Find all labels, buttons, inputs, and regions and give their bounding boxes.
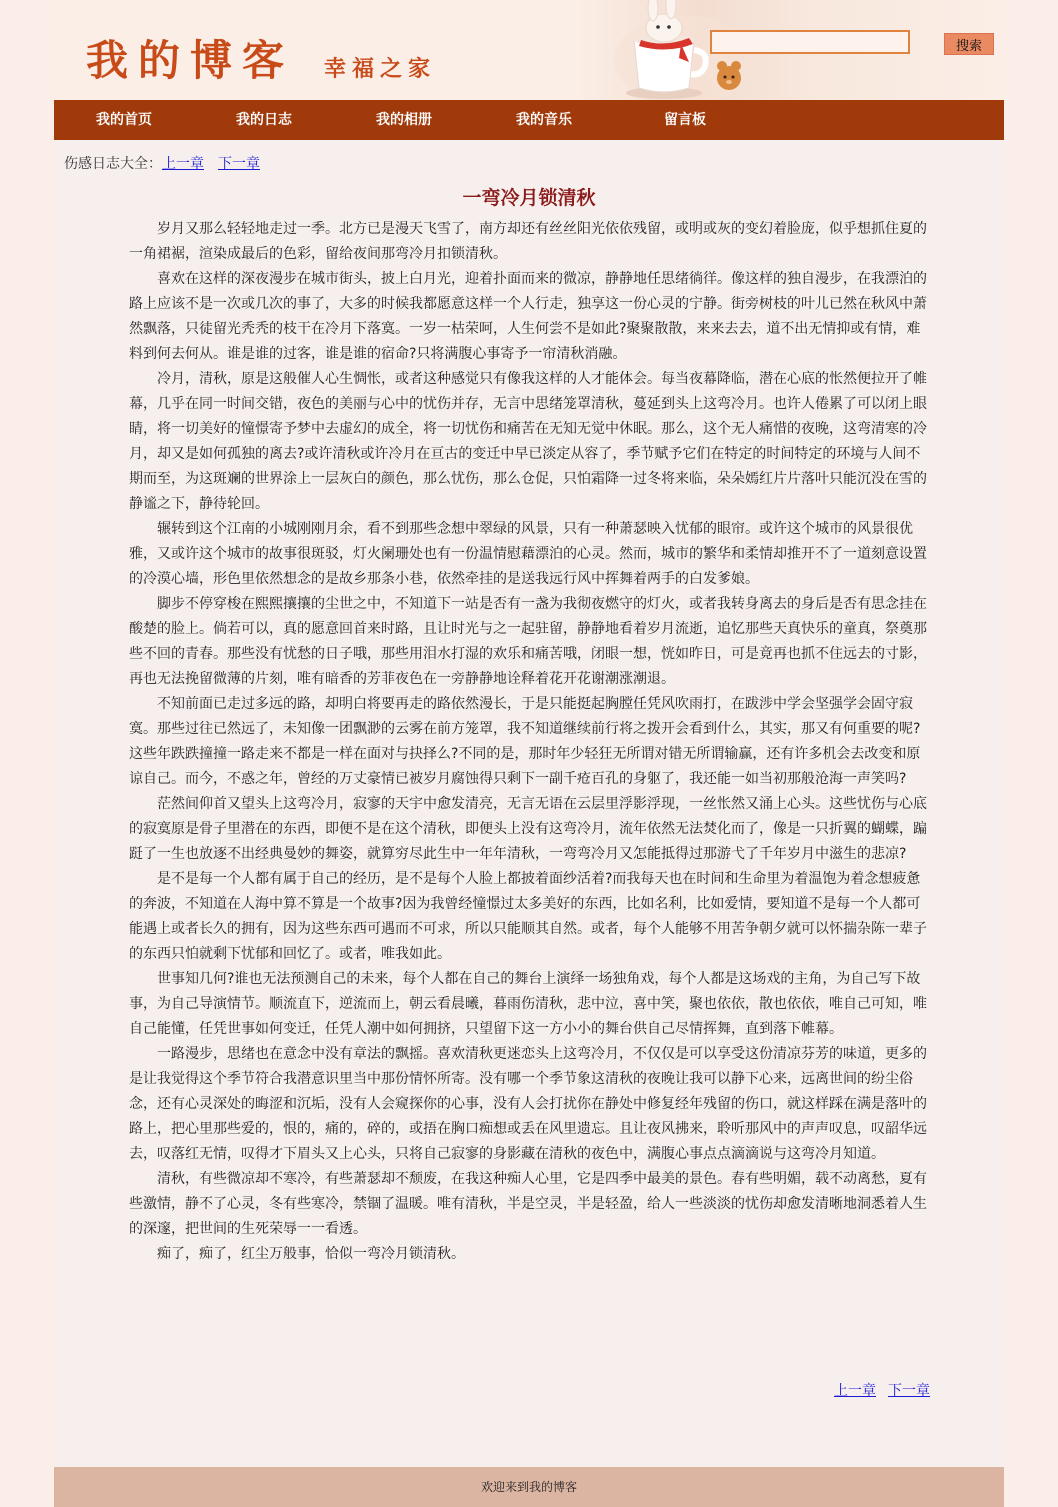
footer-text: 欢迎来到我的博客 <box>480 1480 577 1494</box>
bottom-chapter-nav <box>822 1380 930 1400</box>
article-paragraph: 清秋，有些微凉却不寒冷，有些萧瑟却不颓废，在我这种痴人心里，它是四季中最美的景色。春有些明媚，载不动离愁，夏有些激情，静不了心灵，冬有些寒冷，禁锢了温暖。唯有清秋，半是空灵，半是轻盈，给人一些淡淡的忧伤却愈发清晰地洞悉着人生的深邃，把世间的生死荣辱一一看透。 <box>129 1171 927 1237</box>
article-paragraph: 不知前面已走过多远的路，却明白将要再走的路依然漫长，于是只能挺起胸膛任凭风吹雨打，在跋涉中学会坚强学会固守寂寞。那些过往已然远了，未知像一团飘渺的云雾在前方笼罩，我不知道继续前行将之拨开会看到什么，其实，那又有何重要的呢?这些年跌跌撞撞一路走来不都是一样在面对与抉择么?不同的是，那时年少轻狂无所谓对错无所谓输赢，还有许多机会去改变和原谅自己。而今，不惑之年，曾经的万丈豪情已被岁月腐蚀得只剩下一副千疮百孔的身躯了，我还能一如当初那般沧海一声笑吗? <box>129 696 921 787</box>
page-container <box>54 0 1004 1507</box>
breadcrumb-prefix: 伤感日志大全： <box>64 156 162 172</box>
article-title: 一弯冷月锁清秋 <box>462 187 596 209</box>
nav-item-home[interactable]: 我的首页 <box>96 112 152 128</box>
footer <box>54 1467 1004 1507</box>
bottom-prev-chapter-link[interactable]: 上一章 <box>834 1383 876 1399</box>
nav-item-album[interactable]: 我的相册 <box>376 112 432 128</box>
article-paragraph: 喜欢在这样的深夜漫步在城市街头，披上白月光，迎着扑面而来的微凉，静静地任思绪徜徉。像这样的独自漫步，在我漂泊的路上应该不是一次或几次的事了，大多的时候我都愿意这样一个人行走，独享这一份心灵的宁静。街旁树枝的叶儿已然在秋风中萧然飘落，只徒留光秃秃的枝干在冷月下落寞。一岁一枯荣呵，人生何尝不是如此?聚聚散散，来来去去，道不出无情抑或有情，难料到何去何从。谁是谁的过客，谁是谁的宿命?只将满腹心事寄予一帘清秋消融。 <box>129 271 927 362</box>
search-input[interactable] <box>710 30 910 54</box>
nav-item-diary[interactable]: 我的日志 <box>236 112 292 128</box>
article-paragraph: 茫然间仰首又望头上这弯冷月，寂寥的天宇中愈发清亮，无言无语在云层里浮影浮现，一丝怅然又涌上心头。这些忧伤与心底的寂寞原是骨子里潜在的东西，即便不是在这个清秋，即便头上没有这弯冷月，流年依然无法焚化而了，像是一只折翼的蝴蝶，蹁跹了一生也放逐不出经典曼妙的舞姿，就算穷尽此生中一年年清秋，一弯弯冷月又怎能抵得过那游弋了千年岁月中滋生的悲凉? <box>129 796 927 862</box>
main-nav <box>54 100 1004 140</box>
article-paragraph: 冷月，清秋，原是这般催人心生惆怅，或者这种感觉只有像我这样的人才能体会。每当夜幕降临，潜在心底的怅然便拉开了帷幕，几乎在同一时间交错，夜色的美丽与心中的忧伤并存，无言中思绪笼罩清秋，蔓延到头上这弯冷月。也许人倦累了可以闭上眼睛，将一切美好的憧憬寄予梦中去虚幻的成全，将一切忧伤和痛苦在无知无觉中休眠。那么，这个无人痛惜的夜晚，这弯清寒的冷月，却又是如何孤独的离去?或许清秋或许冷月在亘古的变迁中早已淡定从容了，季节赋予它们在特定的时间特定的环境与人间不期而至，为这斑斓的世界涂上一层灰白的颜色，那么忧伤，那么仓促，只怕霜降一过冬将来临，朵朵嫣红片片落叶只能沉没在雪的静谧之下，静待轮回。 <box>129 371 927 512</box>
nav-item-music[interactable]: 我的音乐 <box>516 112 572 128</box>
article-paragraph: 辗转到这个江南的小城刚刚月余，看不到那些念想中翠绿的风景，只有一种萧瑟映入忧郁的眼帘。或许这个城市的风景很优雅，又或许这个城市的故事很斑驳，灯火阑珊处也有一份温情慰藉漂泊的心灵。然而，城市的繁华和柔情却推开不了一道刻意设置的冷漠心墙，形色里依然想念的是故乡那条小巷，依然牵挂的是送我远行风中挥舞着两手的白发爹娘。 <box>129 521 927 587</box>
article-paragraph: 一路漫步，思绪也在意念中没有章法的飘摇。喜欢清秋更迷恋头上这弯冷月，不仅仅是可以享受这份清凉芬芳的味道，更多的是让我觉得这个季节符合我潜意识里当中那份情怀所寄。没有哪一个季节象这清秋的夜晚让我可以静下心来，远离世间的纷尘俗念，还有心灵深处的晦涩和沉垢，没有人会窥探你的心事，没有人会打扰你在静处中修复经年残留的伤口，就这样踩在满是落叶的路上，把心里那些爱的，恨的，痛的，碎的，或捂在胸口痴想或丢在风里遗忘。且让夜风拂来，聆听那风中的声声叹息，叹韶华远去，叹落红无情，叹得才下眉头又上心头，只将自己寂寥的身影藏在清秋的夜色中，满腹心事点点滴滴说与这弯冷月知道。 <box>129 1046 927 1162</box>
site-title: 我的博客 <box>86 36 295 85</box>
article-body <box>129 217 929 1267</box>
nav-item-guestbook[interactable]: 留言板 <box>664 112 706 128</box>
header <box>54 0 1004 100</box>
site-subtitle: 幸福之家 <box>324 56 437 82</box>
article-paragraph: 痴了，痴了，红尘万般事，恰似一弯冷月锁清秋。 <box>157 1246 465 1262</box>
breadcrumb <box>64 153 274 173</box>
article-paragraph: 岁月又那么轻轻地走过一季。北方已是漫天飞雪了，南方却还有丝丝阳光依依残留，或明或灰的变幻着脸庞，似乎想抓住夏的一角裙裾，渲染成最后的色彩，留给夜间那弯冷月扣锁清秋。 <box>129 221 927 262</box>
next-chapter-link[interactable]: 下一章 <box>218 156 260 172</box>
search-button[interactable]: 搜索 <box>944 33 994 55</box>
article-paragraph: 脚步不停穿梭在熙熙攘攘的尘世之中，不知道下一站是否有一盏为我彻夜燃守的灯火，或者我转身离去的身后是否有思念挂在酸楚的脸上。倘若可以，真的愿意回首来时路，且让时光与之一起驻留，静静地看着岁月流逝，追忆那些天真快乐的童真，祭奠那些不回的青春。那些没有忧愁的日子哦，那些用泪水打湿的欢乐和痛苦哦，闭眼一想，恍如昨日，可是竟再也抓不住远去的寸影，再也无法挽留微薄的片刻，唯有暗香的芳菲夜色在一旁静静地诠释着花开花谢潮涨潮退。 <box>129 596 927 687</box>
article-paragraph: 是不是每一个人都有属于自己的经历，是不是每个人脸上都披着面纱活着?而我每天也在时间和生命里为着温饱为着念想疲惫的奔波，不知道在人海中算不算是一个故事?因为我曾经憧憬过太多美好的东西，比如名利，比如爱情，要知道不是每一个人都可能遇上或者长久的拥有，因为这些东西可遇而不可求，所以只能顺其自然。或者，每个人能够不用苦争朝夕就可以怀揣杂陈一辈子的东西只怕就剩下忧郁和回忆了。或者，唯我如此。 <box>129 871 927 962</box>
bottom-next-chapter-link[interactable]: 下一章 <box>888 1383 930 1399</box>
prev-chapter-link[interactable]: 上一章 <box>162 156 204 172</box>
article-paragraph: 世事知几何?谁也无法预测自己的未来，每个人都在自己的舞台上演绎一场独角戏，每个人都是这场戏的主角，为自己写下故事，为自己导演情节。顺流直下，逆流而上，朝云看晨曦，暮雨伤清秋，悲中泣，喜中笑，聚也依依，散也依依，唯自己可知，唯自己能懂，任凭世事如何变迁，任凭人潮中如何拥挤，只望留下这一方小小的舞台供自己尽情挥舞，直到落下帷幕。 <box>129 971 927 1037</box>
